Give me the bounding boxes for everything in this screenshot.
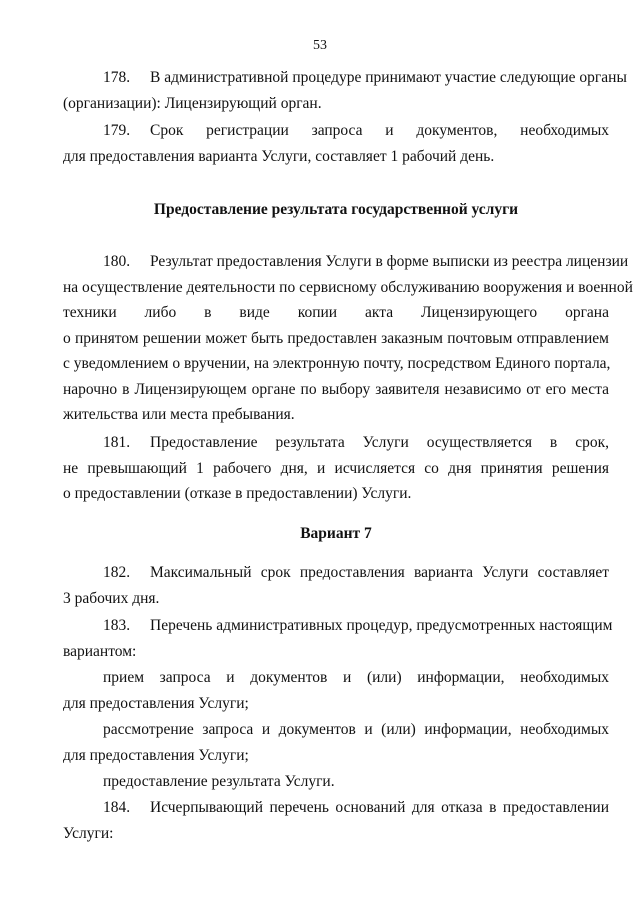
text-line: для предоставления варианта Услуги, составляет 1 рабочий день.: [63, 147, 495, 165]
list-item: [63, 665, 609, 716]
paragraph-181: [63, 430, 609, 507]
text-line: [63, 795, 609, 821]
text-line: предоставление результата Услуги.: [103, 773, 335, 790]
paragraph-179: [63, 118, 609, 169]
paragraph-number: 178.: [103, 69, 131, 86]
variant-heading-text: Вариант 7: [300, 525, 372, 542]
text-line: техники либо в виде копии акта Лицензирующего органа: [63, 304, 609, 321]
text-line: для предоставления Услуги;: [63, 694, 249, 712]
paragraph-number: 181.: [103, 434, 131, 451]
list-item: [63, 717, 609, 768]
text-line-content: Срок регистрации запроса и документов, необходимых: [150, 122, 609, 139]
text-line-content: Максимальный срок предоставления варианта Услуги составляет: [150, 564, 609, 581]
text-line: нарочно в Лицензирующем органе по выбору заявителя независимо от его места: [63, 380, 609, 398]
paragraph-number: 183.: [103, 617, 131, 634]
text-line: [63, 430, 609, 456]
section-heading: [63, 197, 609, 223]
text-line: на осуществление деятельности по сервисному обслуживанию вооружения и военной: [63, 278, 633, 296]
text-line: о предоставлении (отказе в предоставлении) Услуги.: [63, 485, 412, 502]
text-line: [63, 65, 627, 91]
list-item: [63, 769, 609, 795]
text-line: [63, 560, 609, 586]
text-line: (организации): Лицензирующий орган.: [63, 94, 322, 112]
text-line-content: Предоставление результата Услуги осуществляется в срок,: [150, 434, 609, 451]
text-line: с уведомлением о вручении, на электронную почту, посредством Единого портала,: [63, 355, 611, 372]
paragraph-184: [63, 795, 609, 846]
text-line: Услуги:: [63, 824, 114, 842]
paragraph-number: 180.: [103, 253, 131, 270]
text-line-content: Перечень административных процедур, предусмотренных настоящим: [150, 617, 613, 634]
text-line: [63, 613, 613, 639]
text-line: не превышающий 1 рабочего дня, и исчисляется со дня принятия решения: [63, 459, 609, 477]
text-line-content: Результат предоставления Услуги в форме выписки из реестра лицензии: [150, 253, 629, 270]
paragraph-180: [63, 249, 633, 428]
paragraph-number: 182.: [103, 564, 131, 581]
text-line: [63, 118, 609, 144]
text-line-content: Исчерпывающий перечень оснований для отказа в предоставлении: [150, 799, 609, 816]
text-line: [63, 249, 629, 275]
text-line: жительства или места пребывания.: [63, 406, 295, 423]
text-line-content: В административной процедуре принимают участие следующие органы: [150, 69, 627, 86]
page-number: 53: [313, 38, 327, 53]
paragraph-number: 184.: [103, 799, 131, 816]
text-line: рассмотрение запроса и документов и (или) информации, необходимых: [103, 721, 609, 738]
text-line: прием запроса и документов и (или) информации, необходимых: [103, 669, 609, 686]
section-heading-text: Предоставление результата государственной услуги: [153, 201, 519, 218]
paragraph-178: [63, 65, 627, 116]
variant-heading: [63, 521, 609, 547]
paragraph-number: 179.: [103, 122, 131, 139]
text-line: о принятом решении может быть предоставлен заказным почтовым отправлением: [63, 329, 609, 347]
paragraph-182: [63, 560, 609, 611]
text-line: 3 рабочих дня.: [63, 589, 160, 607]
text-line: вариантом:: [63, 642, 137, 660]
paragraph-183: [63, 613, 613, 664]
text-line: для предоставления Услуги;: [63, 746, 249, 764]
